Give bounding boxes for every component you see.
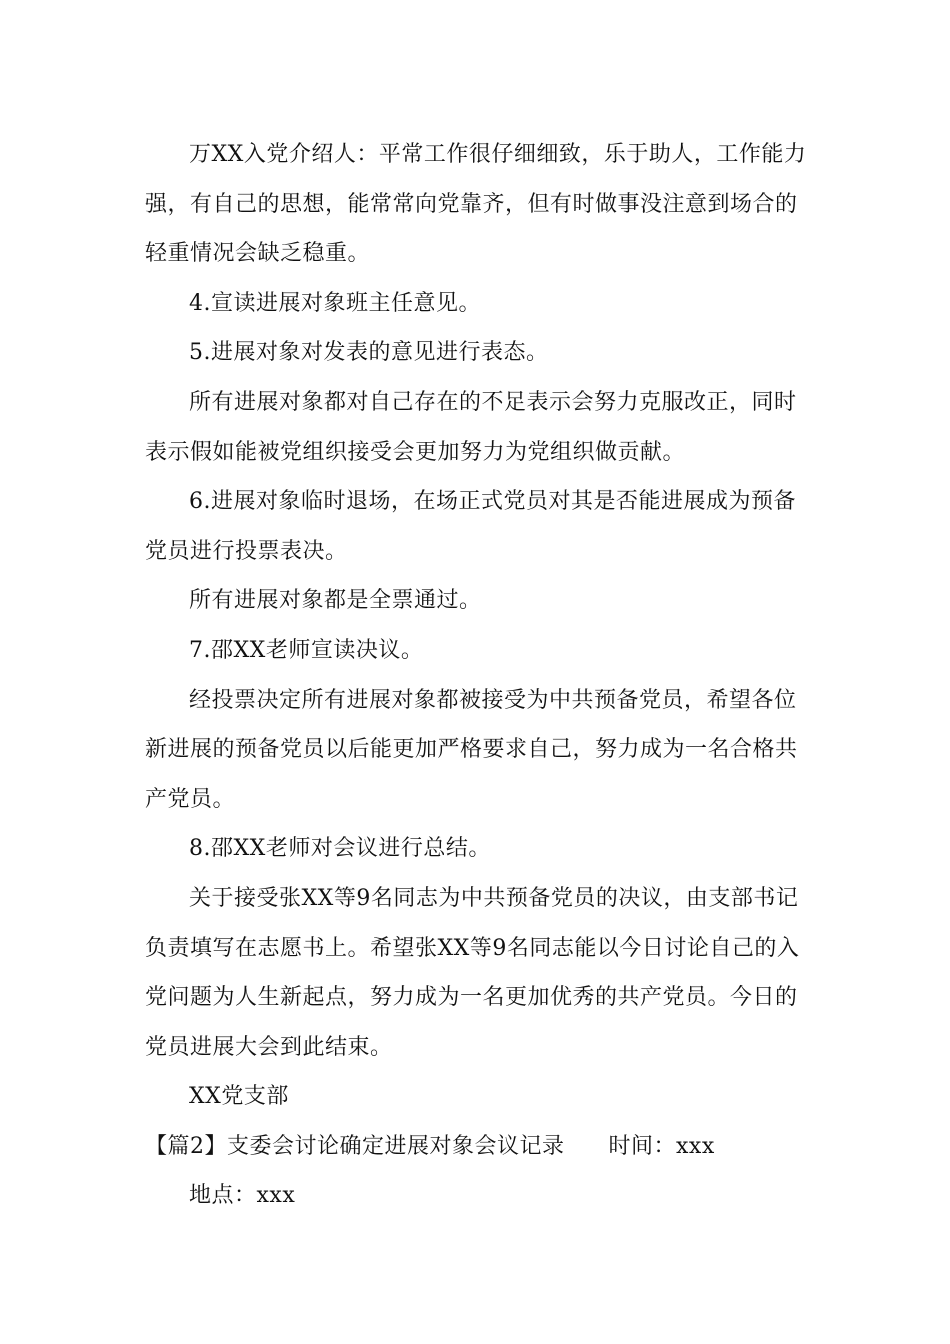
meeting-location: 地点：xxx [189,1183,296,1209]
paragraph-step-5-result: 所有进展对象都对自己存在的不足表示会努力克服改正，同时表示假如能被党组织接受会更加努力为党组织做贡献。 [145,389,797,465]
section-heading [145,1122,810,1172]
paragraph-step-6: 6.进展对象临时退场，在场正式党员对其是否能进展成为预备党员进行投票表决。 [145,489,796,564]
paragraph-step-7: 7.邵XX老师宣读决议。 [189,637,424,663]
paragraph-step-8: 8.邵XX老师对会议进行总结。 [189,836,491,862]
paragraph-introducer-comment: 万XX入党介绍人：平常工作很仔细细致，乐于助人，工作能力强，有自己的思想，能常常向党靠齐，但有时做事没注意到场合的轻重情况会缺乏稳重。 [145,142,807,267]
signature-branch: XX党支部 [189,1084,289,1110]
document-body [145,130,810,1221]
section-title: 【篇2】支委会讨论确定进展对象会议记录 [145,1133,565,1159]
paragraph-step-4: 4.宣读进展对象班主任意见。 [189,290,481,316]
paragraph-step-7-result: 经投票决定所有进展对象都被接受为中共预备党员，希望各位新进展的预备党员以后能更加严格要求自己，努力成为一名合格共产党员。 [145,687,798,812]
paragraph-step-5: 5.进展对象对发表的意见进行表态。 [189,340,549,366]
paragraph-step-6-result: 所有进展对象都是全票通过。 [189,588,482,614]
section-time: 时间：xxx [608,1133,715,1159]
paragraph-resolution: 关于接受张XX等9名同志为中共预备党员的决议，由支部书记负责填写在志愿书上。希望张XX等9名同志能以今日讨论自己的入党问题为人生新起点，努力成为一名更加优秀的共产党员。今日的党员进展大会到此结束。 [145,885,800,1060]
